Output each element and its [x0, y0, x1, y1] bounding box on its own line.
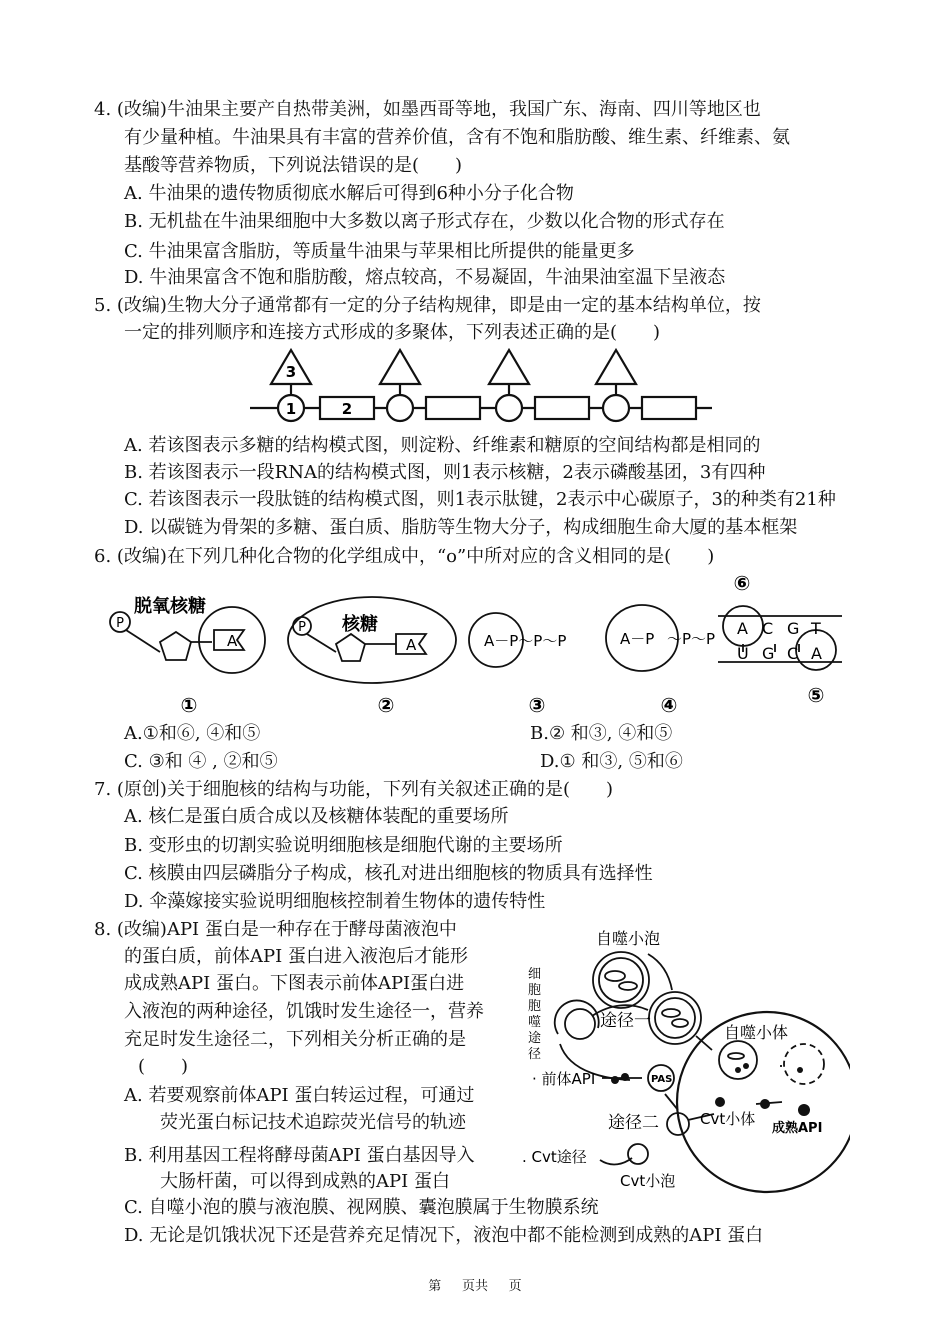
- cvt-vesicle-label: Cvt小泡: [620, 1172, 676, 1190]
- footer-left: 第: [428, 1279, 442, 1294]
- base-a-2: A: [406, 636, 417, 654]
- label-3: ③: [528, 693, 546, 717]
- q8-stem-line-5: 充足时发生途径二，下列相关分析正确的是: [124, 1029, 466, 1050]
- api-pathway-figure: [520, 924, 850, 1194]
- diagram-label-1: 1: [285, 400, 297, 418]
- q8-option-d: D. 无论是饥饿状况下还是营养充足情况下，液泡中都不能检测到成熟的API 蛋白: [124, 1225, 764, 1246]
- q8-option-c: C. 自噬小泡的膜与液泡膜、视网膜、囊泡膜属于生物膜系统: [124, 1197, 599, 1218]
- precursor-label: · 前体API: [532, 1070, 596, 1088]
- diagram-label-3: 3: [285, 363, 297, 381]
- deoxyribose-label: 脱氧核糖: [134, 596, 206, 617]
- side-label-6: 径: [528, 1047, 542, 1062]
- q4-option-a: A. 牛油果的遗传物质彻底水解后可得到6种小分子化合物: [124, 183, 574, 204]
- side-label-1: 细: [528, 967, 542, 982]
- dna-bottom-4: A: [811, 644, 822, 663]
- dna-top-4: T: [811, 619, 821, 638]
- q6-option-a: A.①和⑥, ④和⑤: [124, 723, 261, 744]
- pathway2-label: 途径二: [608, 1113, 659, 1133]
- q5-option-a: A. 若该图表示多糖的结构模式图，则淀粉、纤维素和糖原的空间结构都是相同的: [124, 435, 761, 456]
- q4-option-c: C. 牛油果富含脂肪，等质量牛油果与苹果相比所提供的能量更多: [124, 241, 635, 262]
- side-label-4: 噬: [528, 1015, 542, 1030]
- q4-option-b: B. 无机盐在牛油果细胞中大多数以离子形式存在，少数以化合物的形式存在: [124, 211, 725, 232]
- q8-option-b-line-2: 大肠杆菌，可以得到成熟的API 蛋白: [160, 1171, 450, 1192]
- cvt-path-label: . Cvt途径: [522, 1148, 587, 1166]
- ribose-label: 核糖: [342, 614, 378, 635]
- q5-option-d: D. 以碳链为骨架的多糖、蛋白质、脂肪等生物大分子，构成细胞生命大厦的基本框架: [124, 517, 798, 538]
- diagram-label-2: 2: [341, 400, 353, 418]
- q8-option-b-line-1: B. 利用基因工程将酵母菌API 蛋白基因导入: [124, 1145, 475, 1166]
- autophagosome-label: 自噬小体: [724, 1023, 789, 1042]
- q4-option-d: D. 牛油果富含不饱和脂肪酸，熔点较高，不易凝固，牛油果油室温下呈液态: [124, 267, 726, 288]
- atp-chain-4-right: ～P～P: [667, 630, 716, 648]
- q8-stem-line-4: 入液泡的两种途径，饥饿时发生途径一，营养: [124, 1001, 484, 1022]
- q5-option-b: B. 若该图表示一段RNA的结构模式图，则1表示核糖，2表示磷酸基团，3有四种: [124, 462, 766, 483]
- base-a-1: A: [227, 632, 238, 650]
- q7-option-c: C. 核膜由四层磷脂分子构成，核孔对进出细胞核的物质具有选择性: [124, 863, 653, 884]
- atp-chain-3: A－P～P～P: [484, 632, 567, 650]
- q8-stem-line-6: ( ): [138, 1056, 189, 1077]
- label-5: ⑤: [807, 683, 825, 707]
- q8-option-a-line-2: 荧光蛋白标记技术追踪荧光信号的轨迹: [160, 1112, 466, 1133]
- q7-option-a: A. 核仁是蛋白质合成以及核糖体装配的重要场所: [124, 806, 509, 827]
- footer-mid: 页共: [461, 1279, 488, 1294]
- page-footer: [0, 1275, 950, 1294]
- q8-stem-line-3: 成成熟API 蛋白。下图表示前体API蛋白进: [124, 973, 465, 994]
- q4-stem-line-3: 基酸等营养物质，下列说法错误的是( ): [124, 155, 463, 176]
- q7-option-b: B. 变形虫的切割实验说明细胞核是细胞代谢的主要场所: [124, 835, 563, 856]
- footer-right: 页: [508, 1279, 522, 1294]
- label-2: ②: [377, 693, 395, 717]
- label-1: ①: [180, 693, 198, 717]
- nucleotide-compounds-figure: [104, 568, 854, 720]
- q8-stem-line-2: 的蛋白质，前体API 蛋白进入液泡后才能形: [124, 946, 468, 967]
- label-4: ④: [660, 693, 678, 717]
- q6-option-b: B.② 和③, ④和⑤: [530, 723, 673, 744]
- dna-bottom-1: U: [737, 644, 749, 663]
- q8-option-a-line-1: A. 若要观察前体API 蛋白转运过程，可通过: [124, 1085, 475, 1106]
- q7-option-d: D. 伞藻嫁接实验说明细胞核控制着生物体的遗传特性: [124, 891, 546, 912]
- cvt-body-label: Cvt小体: [700, 1110, 756, 1128]
- side-label-3: 胞: [528, 999, 542, 1014]
- p-label-2: P: [298, 620, 306, 635]
- label-6: ⑥: [733, 571, 751, 595]
- dna-top-1: A: [737, 619, 748, 638]
- atp-chain-4-left: A－P: [620, 630, 655, 648]
- q5-option-c: C. 若该图表示一段肽链的结构模式图，则1表示肽键，2表示中心碳原子，3的种类有21种: [124, 489, 836, 510]
- q4-stem-line-1: 4. (改编)牛油果主要产自热带美洲，如墨西哥等地，我国广东、海南、四川等地区也: [94, 99, 761, 120]
- dna-bottom-2: G: [762, 644, 775, 663]
- side-label-2: 胞: [528, 983, 542, 998]
- dna-top-2: C: [762, 619, 774, 638]
- pas-label: PAS: [651, 1074, 673, 1085]
- side-label-5: 途: [528, 1031, 542, 1046]
- q5-stem-line-2: 一定的排列顺序和连接方式形成的多聚体，下列表述正确的是( ): [124, 322, 661, 343]
- q6-option-d: D.① 和③, ⑤和⑥: [540, 751, 683, 772]
- q5-stem-line-1: 5. (改编)生物大分子通常都有一定的分子结构规律，即是由一定的基本结构单位，按: [94, 295, 761, 316]
- q6-option-c: C. ③和 ④ , ②和⑤: [124, 751, 278, 772]
- p-label-1: P: [116, 616, 124, 631]
- q8-stem-line-1: 8. (改编)API 蛋白是一种存在于酵母菌液泡中: [94, 919, 457, 940]
- mature-api-label: 成熟API: [772, 1121, 823, 1136]
- autophagic-vesicle-label: 自噬小泡: [596, 929, 661, 948]
- q7-stem: 7. (原创)关于细胞核的结构与功能，下列有关叙述正确的是( ): [94, 779, 613, 800]
- polymer-structure-diagram: [250, 346, 720, 430]
- q6-stem: 6. (改编)在下列几种化合物的化学组成中，“o”中所对应的含义相同的是( ): [94, 546, 715, 567]
- q4-stem-line-2: 有少量种植。牛油果具有丰富的营养价值，含有不饱和脂肪酸、维生素、纤维素、氨: [124, 127, 790, 148]
- dna-top-3: G: [787, 619, 800, 638]
- dna-bottom-3: C: [787, 644, 799, 663]
- pathway1-label: 途径一: [600, 1011, 651, 1031]
